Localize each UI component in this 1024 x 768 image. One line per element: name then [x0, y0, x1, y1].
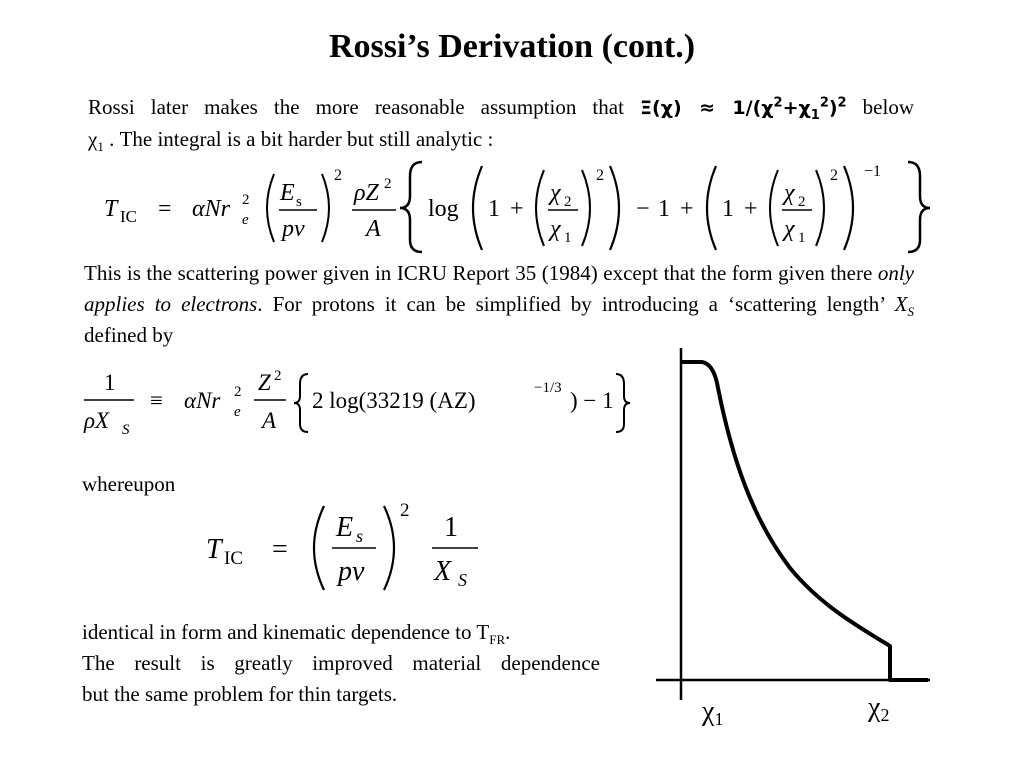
- svg-text:−1: −1: [864, 163, 882, 180]
- svg-text:A: A: [262, 408, 277, 433]
- conclusion-line-3: but the same problem for thin targets.: [82, 682, 398, 706]
- intro-text: Rossi later makes the more reasonable assumption that: [88, 95, 640, 119]
- svg-text:E: E: [280, 180, 295, 206]
- svg-text:+: +: [510, 196, 524, 222]
- svg-text:IC: IC: [120, 207, 137, 226]
- svg-text:χ: χ: [550, 216, 561, 242]
- svg-text:s: s: [296, 194, 302, 210]
- svg-text:pv: pv: [282, 216, 305, 242]
- svg-text:e: e: [242, 212, 249, 228]
- svg-text:2: 2: [234, 384, 242, 400]
- svg-text:ρX: ρX: [84, 408, 110, 433]
- svg-text:2: 2: [274, 368, 282, 384]
- svg-text:A: A: [366, 216, 381, 242]
- svg-text:ρZ: ρZ: [354, 180, 379, 206]
- equation-tic-simplified: [200, 500, 490, 596]
- electrons-emphasis: only applies to electrons: [84, 261, 914, 316]
- intro-paragraph: [88, 92, 914, 155]
- conclusion-paragraph: [82, 617, 600, 710]
- icru-paragraph: This is the scattering power given in ICRU Report 35 (1984) except that the form given there only applies to electrons. For protons it can be simplified by introducing a ‘scattering length’ $X_S$ defined by: [84, 261, 914, 347]
- svg-text:2: 2: [334, 167, 342, 184]
- slide-title: Rossi’s Derivation (cont.): [328, 28, 696, 65]
- intro-line-1: [88, 92, 914, 124]
- whereupon-text: whereupon: [82, 472, 176, 496]
- svg-text:χ: χ: [784, 180, 795, 206]
- svg-text:s: s: [356, 526, 364, 546]
- conclusion-line-1: identical in form and kinematic dependence to $T_{FR}$.: [82, 620, 511, 648]
- svg-text:=: =: [158, 196, 172, 222]
- below-text: below: [846, 95, 914, 119]
- svg-text:Z: Z: [258, 370, 271, 395]
- svg-text:1: 1: [444, 512, 458, 543]
- svg-text:2: 2: [798, 194, 806, 210]
- svg-text:S: S: [122, 422, 130, 438]
- equation-scattering-length: [80, 366, 640, 438]
- equation-tic-rossi: [96, 160, 936, 255]
- svg-text:1: 1: [798, 230, 806, 246]
- assumption-formula: $\Xi(\chi) \approx 1/(\chi^2+\chi_1^2)^2$: [640, 95, 847, 123]
- svg-text:2: 2: [596, 167, 604, 184]
- chi1-label: χ1: [702, 696, 724, 729]
- svg-text:E: E: [336, 512, 354, 543]
- chi2-label: χ2: [868, 692, 890, 725]
- svg-text:T: T: [104, 196, 118, 222]
- svg-text:+: +: [744, 196, 758, 222]
- xi-sketch-graph: [640, 340, 940, 740]
- intro-line-2: $\chi_1$ . The integral is a bit harder but still analytic :: [88, 127, 494, 155]
- svg-text:2: 2: [384, 176, 392, 192]
- svg-text:=: =: [272, 534, 288, 565]
- svg-text:) − 1: ) − 1: [570, 388, 614, 413]
- conclusion-line-2: The result is greatly improved material dependence: [82, 651, 600, 675]
- svg-text:2 log(33219 (AZ): 2 log(33219 (AZ): [312, 388, 476, 413]
- svg-text:2: 2: [830, 167, 838, 184]
- svg-text:≡: ≡: [150, 388, 163, 413]
- svg-text:2: 2: [400, 500, 410, 521]
- svg-text:T: T: [206, 534, 222, 565]
- svg-text:χ: χ: [784, 216, 795, 242]
- svg-text:αNr: αNr: [192, 196, 230, 222]
- svg-text:log: log: [428, 196, 459, 222]
- svg-text:1: 1: [722, 196, 734, 222]
- svg-text:1: 1: [104, 370, 116, 395]
- svg-text:1: 1: [564, 230, 572, 246]
- svg-text:pv: pv: [338, 556, 365, 587]
- svg-text:IC: IC: [224, 548, 243, 569]
- svg-text:χ: χ: [550, 180, 561, 206]
- svg-text:S: S: [458, 570, 467, 590]
- svg-text:e: e: [234, 404, 241, 420]
- svg-text:2: 2: [242, 192, 250, 208]
- svg-text:+: +: [680, 196, 694, 222]
- xi-curve: [681, 362, 928, 680]
- svg-text:X: X: [434, 556, 452, 587]
- svg-text:1: 1: [488, 196, 500, 222]
- svg-text:1: 1: [658, 196, 670, 222]
- svg-text:−: −: [636, 196, 650, 222]
- svg-text:αNr: αNr: [184, 388, 221, 413]
- svg-text:2: 2: [564, 194, 572, 210]
- svg-text:−1/3: −1/3: [534, 380, 562, 396]
